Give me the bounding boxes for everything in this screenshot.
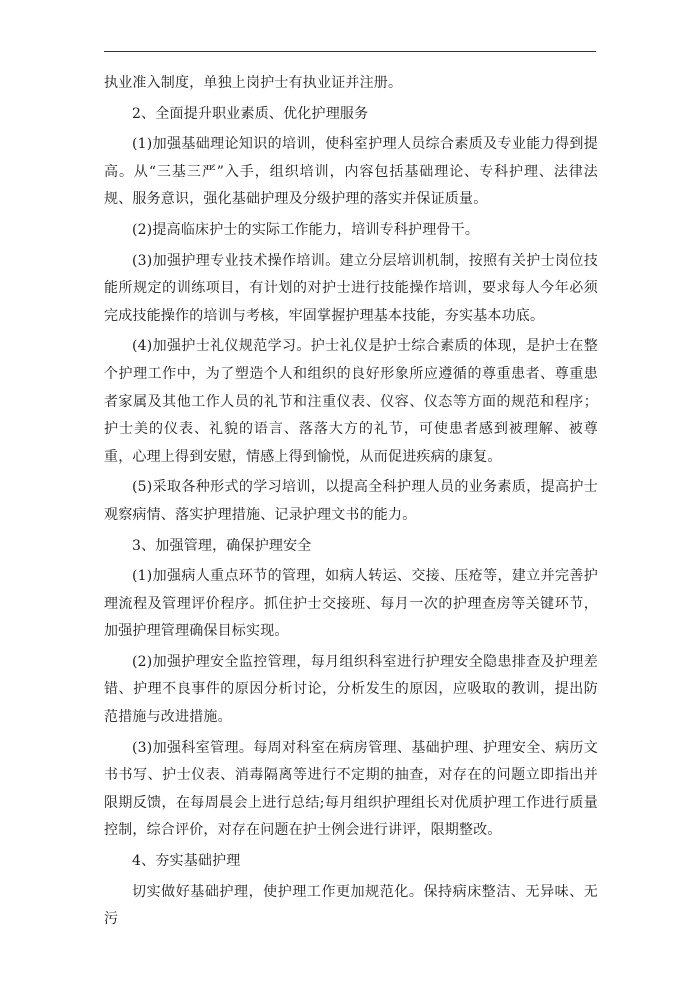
paragraph-3-1: (1)加强病人重点环节的管理，如病人转运、交接、压疮等，建立并完善护理流程及管理评价程序。抓住护士交接班、每月一次的护理查房等关键环节，加强护理管理确保目标实现。: [104, 568, 598, 640]
paragraph-2-5: (5)采取各种形式的学习培训，以提高全科护理人员的业务素质，提高护士观察病情、落实护理措施、记录护理文书的能力。: [104, 479, 598, 523]
paragraph-3-2: (2)加强护理安全监控管理，每月组织科室进行护理安全隐患排查及护理差错、护理不良事件的原因分析讨论，分析发生的原因，应吸取的教训，提出防范措施与改进措施。: [104, 653, 598, 726]
paragraph-3-3: (3)加强科室管理。每周对科室在病房管理、基础护理、护理安全、病历文书书写、护士仪表、消毒隔离等进行不定期的抽查，对存在的问题立即指出并限期反馈，在每周晨会上进行总结;每月组织护理组长对优质护理工作进行质量控制，综合评价，对存在问题在护士例会进行讲评，限期整改。: [104, 739, 598, 839]
section-heading-4: 4、夯实基础护理: [132, 853, 241, 870]
paragraph-2-2: (2)提高临床护士的实际工作能力，培训专科护理骨干。: [132, 221, 480, 238]
paragraph-2-3: (3)加强护理专业技术操作培训。建立分层培训机制，按照有关护士岗位技能所规定的训练项目，有计划的对护士进行技能操作培训，要求每人今年必须完成技能操作的培训与考核，牢固掌握护理基本技能，夯实基本功底。: [104, 252, 598, 324]
paragraph-2-1: (1)加强基础理论知识的培训，使科室护理人员综合素质及专业能力得到提高。从“三基三严”入手，组织培训，内容包括基础理论、专科护理、法律法规、服务意识，强化基础护理及分级护理的落实并保证质量。: [104, 136, 598, 208]
paragraph-2-4: (4)加强护士礼仪规范学习。护士礼仪是护士综合素质的体现，是护士在整个护理工作中，为了塑造个人和组织的良好形象所应遵循的尊重患者、尊重患者家属及其他工作人员的礼节和注重仪表、仪容、仪态等方面的规范和程序；护士美的仪表、礼貌的语言、落落大方的礼节，可使患者感到被理解、被尊重，心理上得到安慰，情感上得到愉悦，从而促进疾病的康复。: [104, 338, 598, 465]
paragraph-4-1: 切实做好基础护理，使护理工作更加规范化。保持病床整洁、无异味、无污: [104, 883, 598, 928]
header-rule: [104, 51, 596, 52]
paragraph-continuation: 执业准入制度，单独上岗护士有执业证并注册。: [104, 75, 403, 91]
section-heading-3: 3、加强管理，确保护理安全: [132, 537, 312, 554]
document-body: [104, 70, 598, 934]
section-heading-2: 2、全面提升职业素质、优化护理服务: [132, 105, 369, 122]
